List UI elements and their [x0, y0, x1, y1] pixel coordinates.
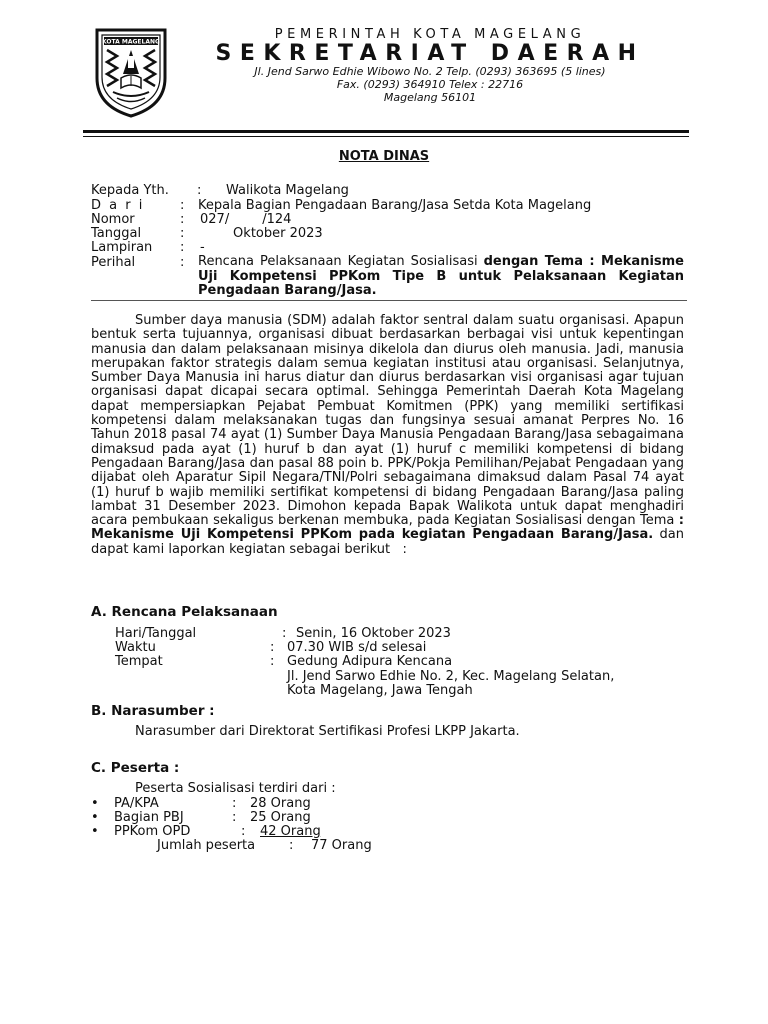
field-value-dari: Kepala Bagian Pengadaan Barang/Jasa Setda Kota Magelang — [198, 198, 592, 213]
header-divider-thick — [83, 130, 689, 133]
schedule-value-time: 07.30 WIB s/d selesai — [287, 640, 427, 655]
bullet-icon: • — [91, 796, 99, 811]
field-value-nomor: 027/ /124 — [200, 212, 292, 227]
participant-label: Bagian PBJ — [114, 810, 184, 825]
participant-count: 25 Orang — [250, 810, 311, 825]
participant-count: 42 Orang — [260, 824, 321, 839]
field-colon: : — [180, 226, 185, 241]
schedule-label-time: Waktu — [115, 640, 156, 655]
field-colon: : — [180, 255, 185, 270]
speaker-text: Narasumber dari Direktorat Sertifikasi Profesi LKPP Jakarta. — [135, 724, 520, 739]
schedule-label-place: Tempat — [115, 654, 163, 669]
body-tail: dan dapat kami laporkan kegiatan sebagai berikut : — [91, 527, 689, 557]
perihal-bold: dengan Tema : Mekanisme Uji Kompetensi PPKom Tipe B untuk Pelaksanaan Kegiatan Pengadaan Barang/Jasa. — [198, 254, 685, 298]
field-value-lampiran: - — [200, 240, 205, 255]
field-colon: : — [180, 198, 185, 213]
body-paragraph — [91, 313, 689, 557]
field-value-kepada: Walikota Magelang — [226, 183, 349, 198]
svg-text:KOTA MAGELANG: KOTA MAGELANG — [102, 38, 160, 46]
field-value-perihal — [198, 255, 684, 299]
participants-intro: Peserta Sosialisasi terdiri dari : — [135, 781, 336, 796]
government-name: PEMERINTAH KOTA MAGELANG — [274, 27, 586, 42]
field-label-nomor: Nomor — [91, 212, 135, 227]
body-bold-theme: : Mekanisme Uji Kompetensi PPKom pada kegiatan Pengadaan Barang/Jasa. — [91, 513, 684, 543]
field-label-kepada: Kepada Yth. — [91, 183, 169, 198]
subject-divider — [91, 300, 687, 301]
perihal-normal: Rencana Pelaksanaan Kegiatan Sosialisasi — [198, 254, 484, 269]
schedule-label-date: Hari/Tanggal — [115, 626, 197, 641]
bullet-icon: • — [91, 824, 99, 839]
field-label-lampiran: Lampiran — [91, 240, 153, 255]
city-emblem-logo — [93, 26, 169, 118]
document-title: NOTA DINAS — [338, 149, 430, 164]
total-value: 77 Orang — [311, 838, 372, 853]
schedule-colon: : — [270, 640, 275, 655]
body-text: Sumber daya manusia (SDM) adalah faktor sentral dalam suatu organisasi. Apapun bentuk serta tujuannya, organisasi dibuat berdasarkan berbagai visi untuk kepentingan manusia dan dalam pelaksanaan misinya dikelola dan diurus oleh manusia. Jadi, manusia merupakan faktor strategis dalam semua kegiatan institusi atau organisasi. Selanjutnya, Sumber Daya Manusia ini harus diatur dan diurus berdasarkan visi organisasi agar tujuan organisasi dapat dicapai secara optimal. Sehingga Pemerintah Daerah Kota Magelang dapat mempersiapkan Pejabat Pembuat Komitmen (PPK) yang memiliki sertifikasi kompetensi dalam melaksanakan tugas dan fungsinya sesuai amanat Perpres No. 16 Tahun 2018 pasal 74 ayat (1) Sumber Daya Manusia Pengadaan Barang/Jasa sebagaimana dimaksud pada ayat (1) huruf b dan ayat (1) huruf c memiliki kompetensi di bidang Pengadaan Barang/Jasa dan pasal 88 poin b. PPK/Pokja Pemilihan/Pejabat Pengadaan yang dijabat oleh Aparatur Sipil Negara/TNI/Polri sebagaimana dimaksud dalam Pasal 74 ayat (1) huruf b wajib memiliki sertifikat kompetensi di bidang Pengadaan Barang/Jasa paling lambat 31 Desember 2023. Dimohon kepada Bapak Walikota untuk dapat menghadiri acara pembukaan sekaligus berkenan membuka, pada Kegiatan Sosialisasi dengan Tema — [91, 313, 684, 529]
venue-address-line-2: Kota Magelang, Jawa Tengah — [287, 683, 473, 698]
schedule-value-date: Senin, 16 Oktober 2023 — [296, 626, 451, 641]
field-colon: : — [197, 183, 202, 198]
field-label-perihal: Perihal — [91, 255, 136, 270]
section-b-heading: B. Narasumber : — [91, 703, 215, 719]
schedule-value-place: Gedung Adipura Kencana — [287, 654, 453, 669]
participant-label: PA/KPA — [114, 796, 159, 811]
participant-colon: : — [232, 796, 237, 811]
total-label: Jumlah peserta — [157, 838, 256, 853]
schedule-colon: : — [270, 654, 275, 669]
header-divider-thin — [83, 136, 689, 137]
address-line-2: Fax. (0293) 364910 Telex : 22716 — [336, 78, 524, 91]
field-colon: : — [180, 212, 185, 227]
participant-count: 28 Orang — [250, 796, 311, 811]
field-value-tanggal: Oktober 2023 — [200, 226, 323, 241]
section-c-heading: C. Peserta : — [91, 760, 180, 776]
address-line-3: Magelang 56101 — [383, 91, 477, 104]
address-line-1: Jl. Jend Sarwo Edhie Wibowo No. 2 Telp. (0293) 363695 (5 lines) — [254, 65, 606, 78]
office-name: SEKRETARIAT DAERAH — [215, 41, 645, 66]
field-label-tanggal: Tanggal — [91, 226, 142, 241]
venue-address-line-1: Jl. Jend Sarwo Edhie No. 2, Kec. Magelang Selatan, — [287, 669, 615, 684]
participant-label: PPKom OPD — [114, 824, 191, 839]
participant-colon: : — [232, 810, 237, 825]
total-colon: : — [289, 838, 294, 853]
bullet-icon: • — [91, 810, 99, 825]
field-label-dari: D a r i — [91, 198, 145, 213]
participant-colon: : — [241, 824, 246, 839]
field-colon: : — [180, 240, 185, 255]
schedule-colon: : — [282, 626, 287, 641]
section-a-heading: A. Rencana Pelaksanaan — [91, 604, 278, 620]
